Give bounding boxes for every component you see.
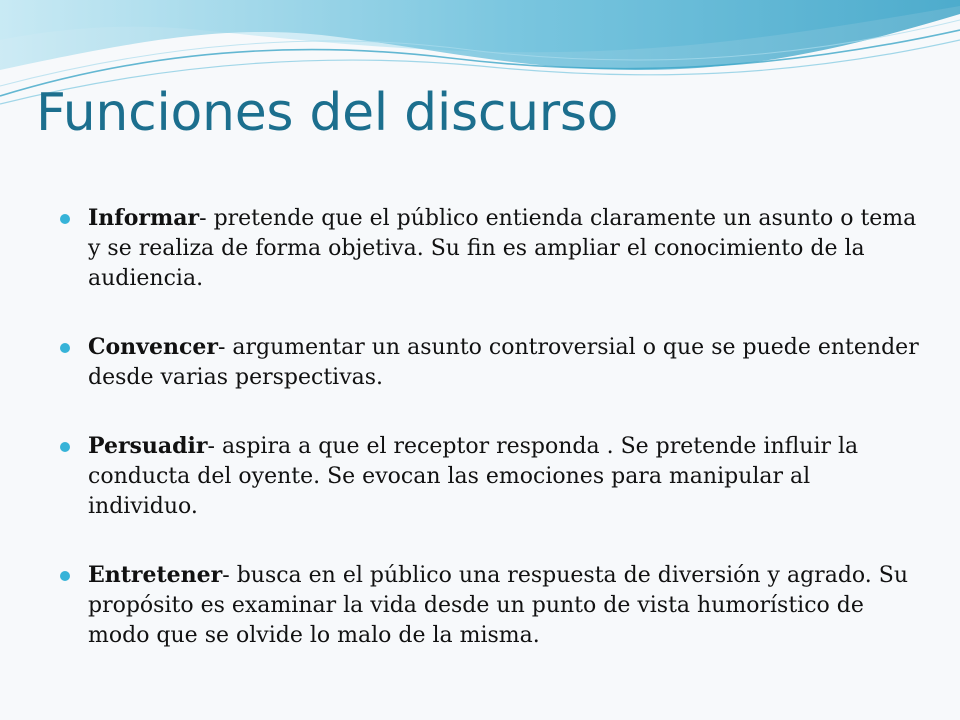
slide-title: Funciones del discurso: [36, 83, 619, 143]
bullet-text: - argumentar un asunto controversial o que se puede entender desde varias perspectivas.: [88, 335, 919, 390]
bullet-term: Entretener: [88, 562, 223, 588]
bullet-item-persuadir: [60, 431, 920, 522]
bullet-item-informar: [60, 203, 920, 294]
bullet-term: Convencer: [88, 334, 218, 360]
bullet-term: Informar: [88, 205, 200, 231]
bullet-dot-icon: [60, 571, 70, 581]
bullet-dot-icon: [60, 343, 70, 353]
bullet-term: Persuadir: [88, 433, 208, 459]
bullet-text: - aspira a que el receptor responda . Se pretende influir la conducta del oyente. Se evocan las emociones para manipular al individuo.: [88, 434, 859, 519]
bullet-item-convencer: [60, 332, 920, 393]
bullet-item-entretener: [60, 560, 920, 651]
bullet-text: - pretende que el público entienda claramente un asunto o tema y se realiza de forma objetiva. Su fin es ampliar el conocimiento de la audiencia.: [88, 206, 917, 291]
bullet-list: [60, 203, 920, 689]
bullet-text: - busca en el público una respuesta de diversión y agrado. Su propósito es examinar la vida desde un punto de vista humorístico de modo que se olvide lo malo de la misma.: [88, 563, 908, 648]
bullet-dot-icon: [60, 442, 70, 452]
bullet-dot-icon: [60, 214, 70, 224]
